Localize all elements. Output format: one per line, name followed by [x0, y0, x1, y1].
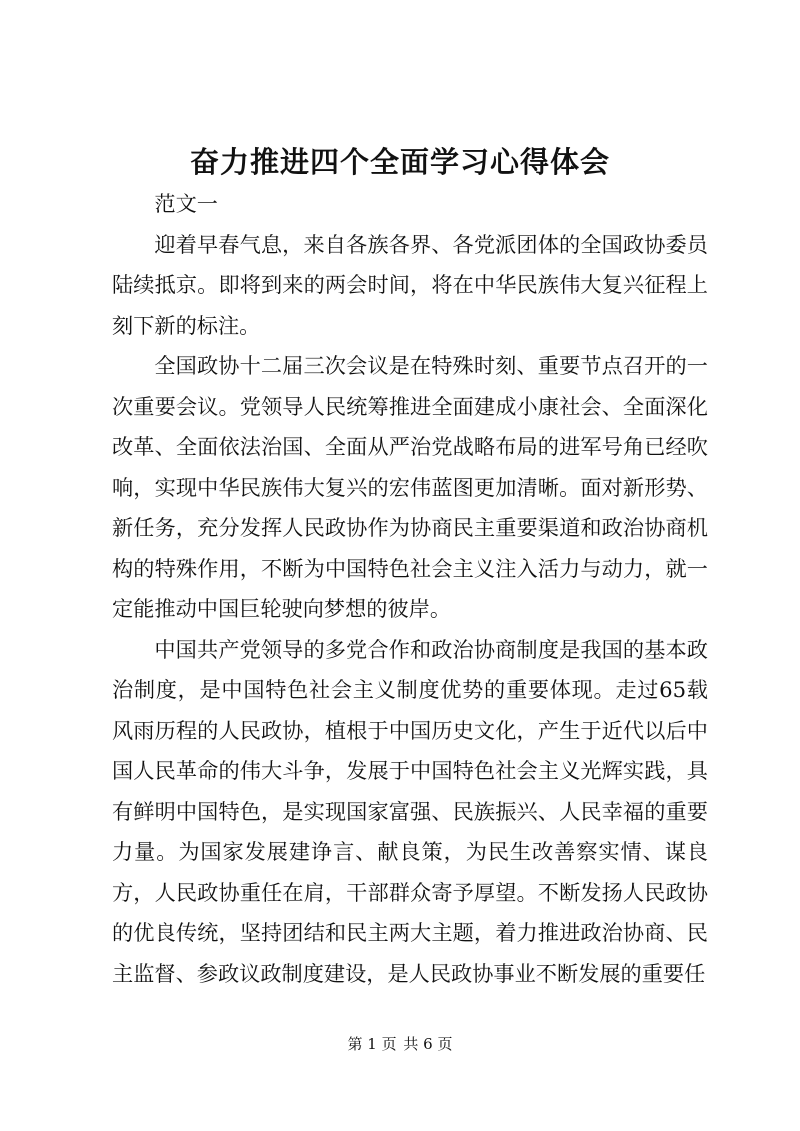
page-total: 共 6 页 — [403, 1035, 453, 1053]
document-title: 奋力推进四个全面学习心得体会 — [189, 145, 610, 179]
paragraph: 迎着早春气息，来自各族各界、各党派团体的全国政协委员陆续抵京。即将到来的两会时间，将在中华民族伟大复兴征程上刻下新的标注。 — [112, 231, 708, 338]
page-footer — [0, 1033, 800, 1055]
document-body — [112, 184, 708, 994]
paragraph: 中国共产党领导的多党合作和政治协商制度是我国的基本政治制度，是中国特色社会主义制度优势的重要体现。走过65载风雨历程的人民政协，植根于中国历史文化，产生于近代以后中国人民革命的伟大斗争，发展于中国特色社会主义光辉实践，具有鲜明中国特色，是实现国家富强、民族振兴、人民幸福的重要力量。为国家发展建诤言、献良策，为民生改善察实情、谋良方，人民政协重任在肩，干部群众寄予厚望。不断发扬人民政协的优良传统，坚持团结和民主两大主题，着力推进政治协商、民主监督、参政议政制度建设，是人民政协事业不断发展的重要任 — [112, 636, 708, 986]
paragraph-label: 范文一 — [154, 191, 218, 216]
page-number: 第 1 页 — [347, 1035, 397, 1053]
paragraph: 全国政协十二届三次会议是在特殊时刻、重要节点召开的一次重要会议。党领导人民统筹推进全面建成小康社会、全面深化改革、全面依法治国、全面从严治党战略布局的进军号角已经吹响，实现中华民族伟大复兴的宏伟蓝图更加清晰。面对新形势、新任务，充分发挥人民政协作为协商民主重要渠道和政治协商机构的特殊作用，不断为中国特色社会主义注入活力与动力，就一定能推动中国巨轮驶向梦想的彼岸。 — [112, 353, 708, 621]
